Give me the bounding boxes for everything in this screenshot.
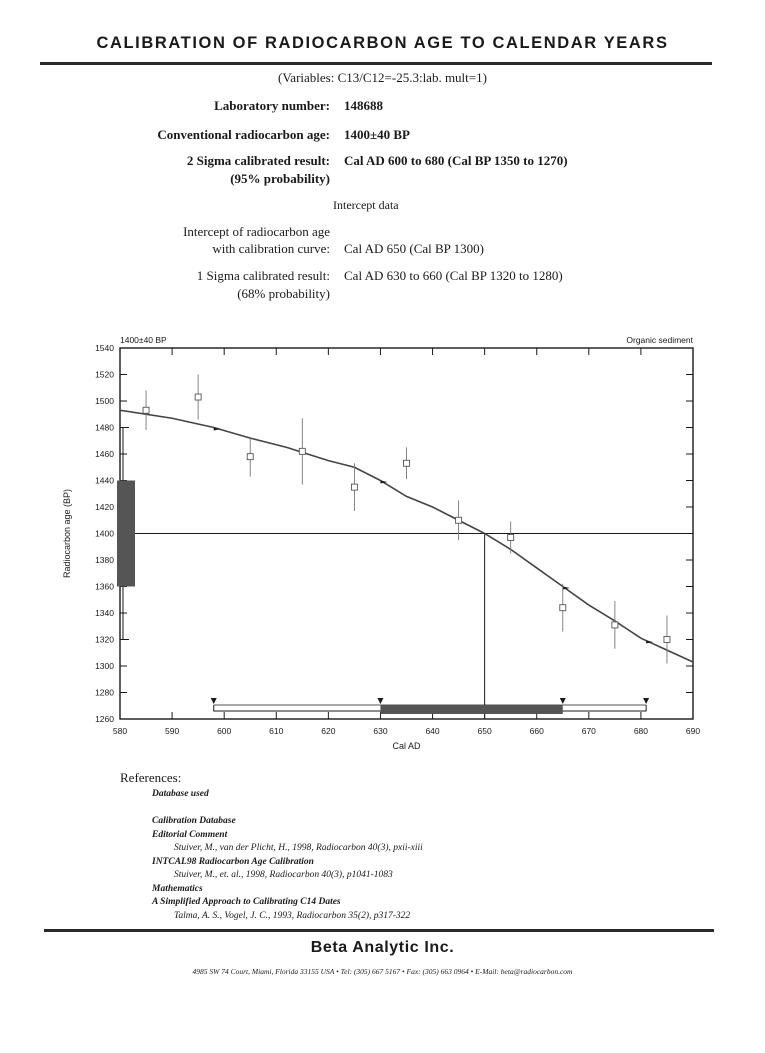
two-sigma-prob: (95% probability) bbox=[230, 171, 330, 186]
intercept-label-2: with calibration curve: bbox=[212, 241, 330, 256]
lab-number-value: 148688 bbox=[344, 98, 383, 113]
footer-rule bbox=[44, 929, 714, 932]
intercept-value: Cal AD 650 (Cal BP 1300) bbox=[344, 241, 484, 256]
two-sigma-label: 2 Sigma calibrated result: bbox=[186, 153, 330, 168]
x-tick-label: 690 bbox=[685, 726, 701, 736]
reference-line: INTCAL98 Radiocarbon Age Calibration bbox=[152, 856, 314, 867]
intercept-label-1: Intercept of radiocarbon age bbox=[183, 224, 330, 239]
company-name: Beta Analytic Inc. bbox=[310, 939, 455, 956]
x-tick-label: 630 bbox=[373, 726, 388, 736]
data-point bbox=[560, 605, 566, 611]
top-right-label: Organic sediment bbox=[626, 335, 693, 345]
x-tick-label: 640 bbox=[425, 726, 440, 736]
data-point bbox=[351, 484, 357, 490]
references-heading: References: bbox=[120, 770, 182, 785]
y-tick-label: 1400 bbox=[95, 528, 114, 539]
reference-line: A Simplified Approach to Calibrating C14 Dates bbox=[152, 897, 341, 907]
reference-line: Stuiver, M., et. al., 1998, Radiocarbon 40(3), p1041-1083 bbox=[174, 870, 393, 880]
conv-age-value: 1400±40 BP bbox=[344, 127, 410, 142]
range-marker bbox=[643, 698, 649, 704]
data-point bbox=[247, 454, 253, 460]
y-tick-label: 1260 bbox=[95, 714, 114, 724]
reference-line: Calibration Database bbox=[152, 816, 236, 826]
reference-line: Mathematics bbox=[152, 883, 203, 894]
data-point bbox=[143, 407, 149, 413]
intercept-heading: Intercept data bbox=[333, 198, 399, 212]
data-point bbox=[299, 448, 305, 454]
y-tick-label: 1520 bbox=[95, 369, 114, 380]
range-marker bbox=[377, 698, 383, 704]
page-title: CALIBRATION OF RADIOCARBON AGE TO CALENDAR YEARS bbox=[96, 34, 669, 52]
y-tick-label: 1500 bbox=[95, 396, 114, 406]
sigma1-cal-range bbox=[380, 705, 562, 714]
reference-line: Talma, A. S., Vogel, J. C., 1993, Radiocarbon 35(2), p317-322 bbox=[174, 910, 411, 921]
variables-line: (Variables: C13/C12=-25.3:lab. mult=1) bbox=[278, 70, 487, 85]
y-tick-label: 1320 bbox=[95, 634, 114, 645]
x-axis-label: Cal AD bbox=[392, 741, 421, 751]
one-sigma-prob: (68% probability) bbox=[237, 286, 330, 301]
x-tick-label: 680 bbox=[633, 726, 649, 736]
reference-line: Database used bbox=[152, 789, 209, 799]
company-address: 4985 SW 74 Court, Miami, Florida 33155 USA • Tel: (305) 667 5167 • Fax: (305) 663 0964 • E-Mail: beta@radiocarbon.com bbox=[192, 967, 573, 976]
range-marker bbox=[560, 698, 566, 704]
y-tick-label: 1360 bbox=[95, 581, 114, 592]
one-sigma-label: 1 Sigma calibrated result: bbox=[196, 268, 330, 283]
y-tick-label: 1340 bbox=[95, 608, 114, 618]
data-point bbox=[456, 517, 462, 523]
data-point bbox=[195, 394, 201, 400]
reference-line bbox=[152, 802, 423, 816]
references-list bbox=[152, 788, 423, 923]
x-tick-label: 660 bbox=[529, 726, 544, 736]
y-tick-label: 1380 bbox=[95, 555, 114, 565]
x-tick-label: 610 bbox=[269, 726, 284, 736]
conv-age-label: Conventional radiocarbon age: bbox=[157, 127, 330, 142]
sigma1-age-band bbox=[117, 481, 135, 587]
data-point bbox=[612, 622, 618, 628]
reference-line: Stuiver, M., van der Plicht, H., 1998, Radiocarbon 40(3), pxii-xiii bbox=[174, 843, 423, 853]
reference-line: Editorial Comment bbox=[152, 829, 228, 840]
y-tick-label: 1540 bbox=[95, 343, 114, 353]
x-tick-label: 620 bbox=[321, 726, 336, 736]
y-tick-label: 1280 bbox=[95, 687, 114, 698]
y-axis-label: Radiocarbon age (BP) bbox=[62, 488, 72, 579]
top-left-label: 1400±40 BP bbox=[120, 335, 167, 345]
x-tick-label: 600 bbox=[217, 726, 232, 736]
y-tick-label: 1460 bbox=[95, 449, 114, 459]
y-tick-label: 1300 bbox=[95, 661, 114, 671]
x-tick-label: 580 bbox=[112, 726, 128, 736]
data-point bbox=[508, 534, 514, 540]
title-rule bbox=[40, 62, 712, 65]
x-tick-label: 650 bbox=[477, 726, 492, 736]
y-tick-label: 1440 bbox=[95, 475, 114, 486]
one-sigma-value: Cal AD 630 to 660 (Cal BP 1320 to 1280) bbox=[344, 268, 563, 283]
range-marker bbox=[211, 698, 217, 704]
calibration-chart bbox=[0, 320, 765, 760]
data-point bbox=[664, 637, 670, 643]
y-tick-label: 1480 bbox=[95, 422, 114, 433]
references bbox=[120, 770, 423, 923]
x-tick-label: 590 bbox=[164, 726, 180, 736]
x-tick-label: 670 bbox=[581, 726, 596, 736]
two-sigma-value: Cal AD 600 to 680 (Cal BP 1350 to 1270) bbox=[344, 153, 568, 168]
y-tick-label: 1420 bbox=[95, 502, 114, 512]
lab-number-label: Laboratory number: bbox=[214, 98, 330, 113]
data-point bbox=[404, 460, 410, 466]
